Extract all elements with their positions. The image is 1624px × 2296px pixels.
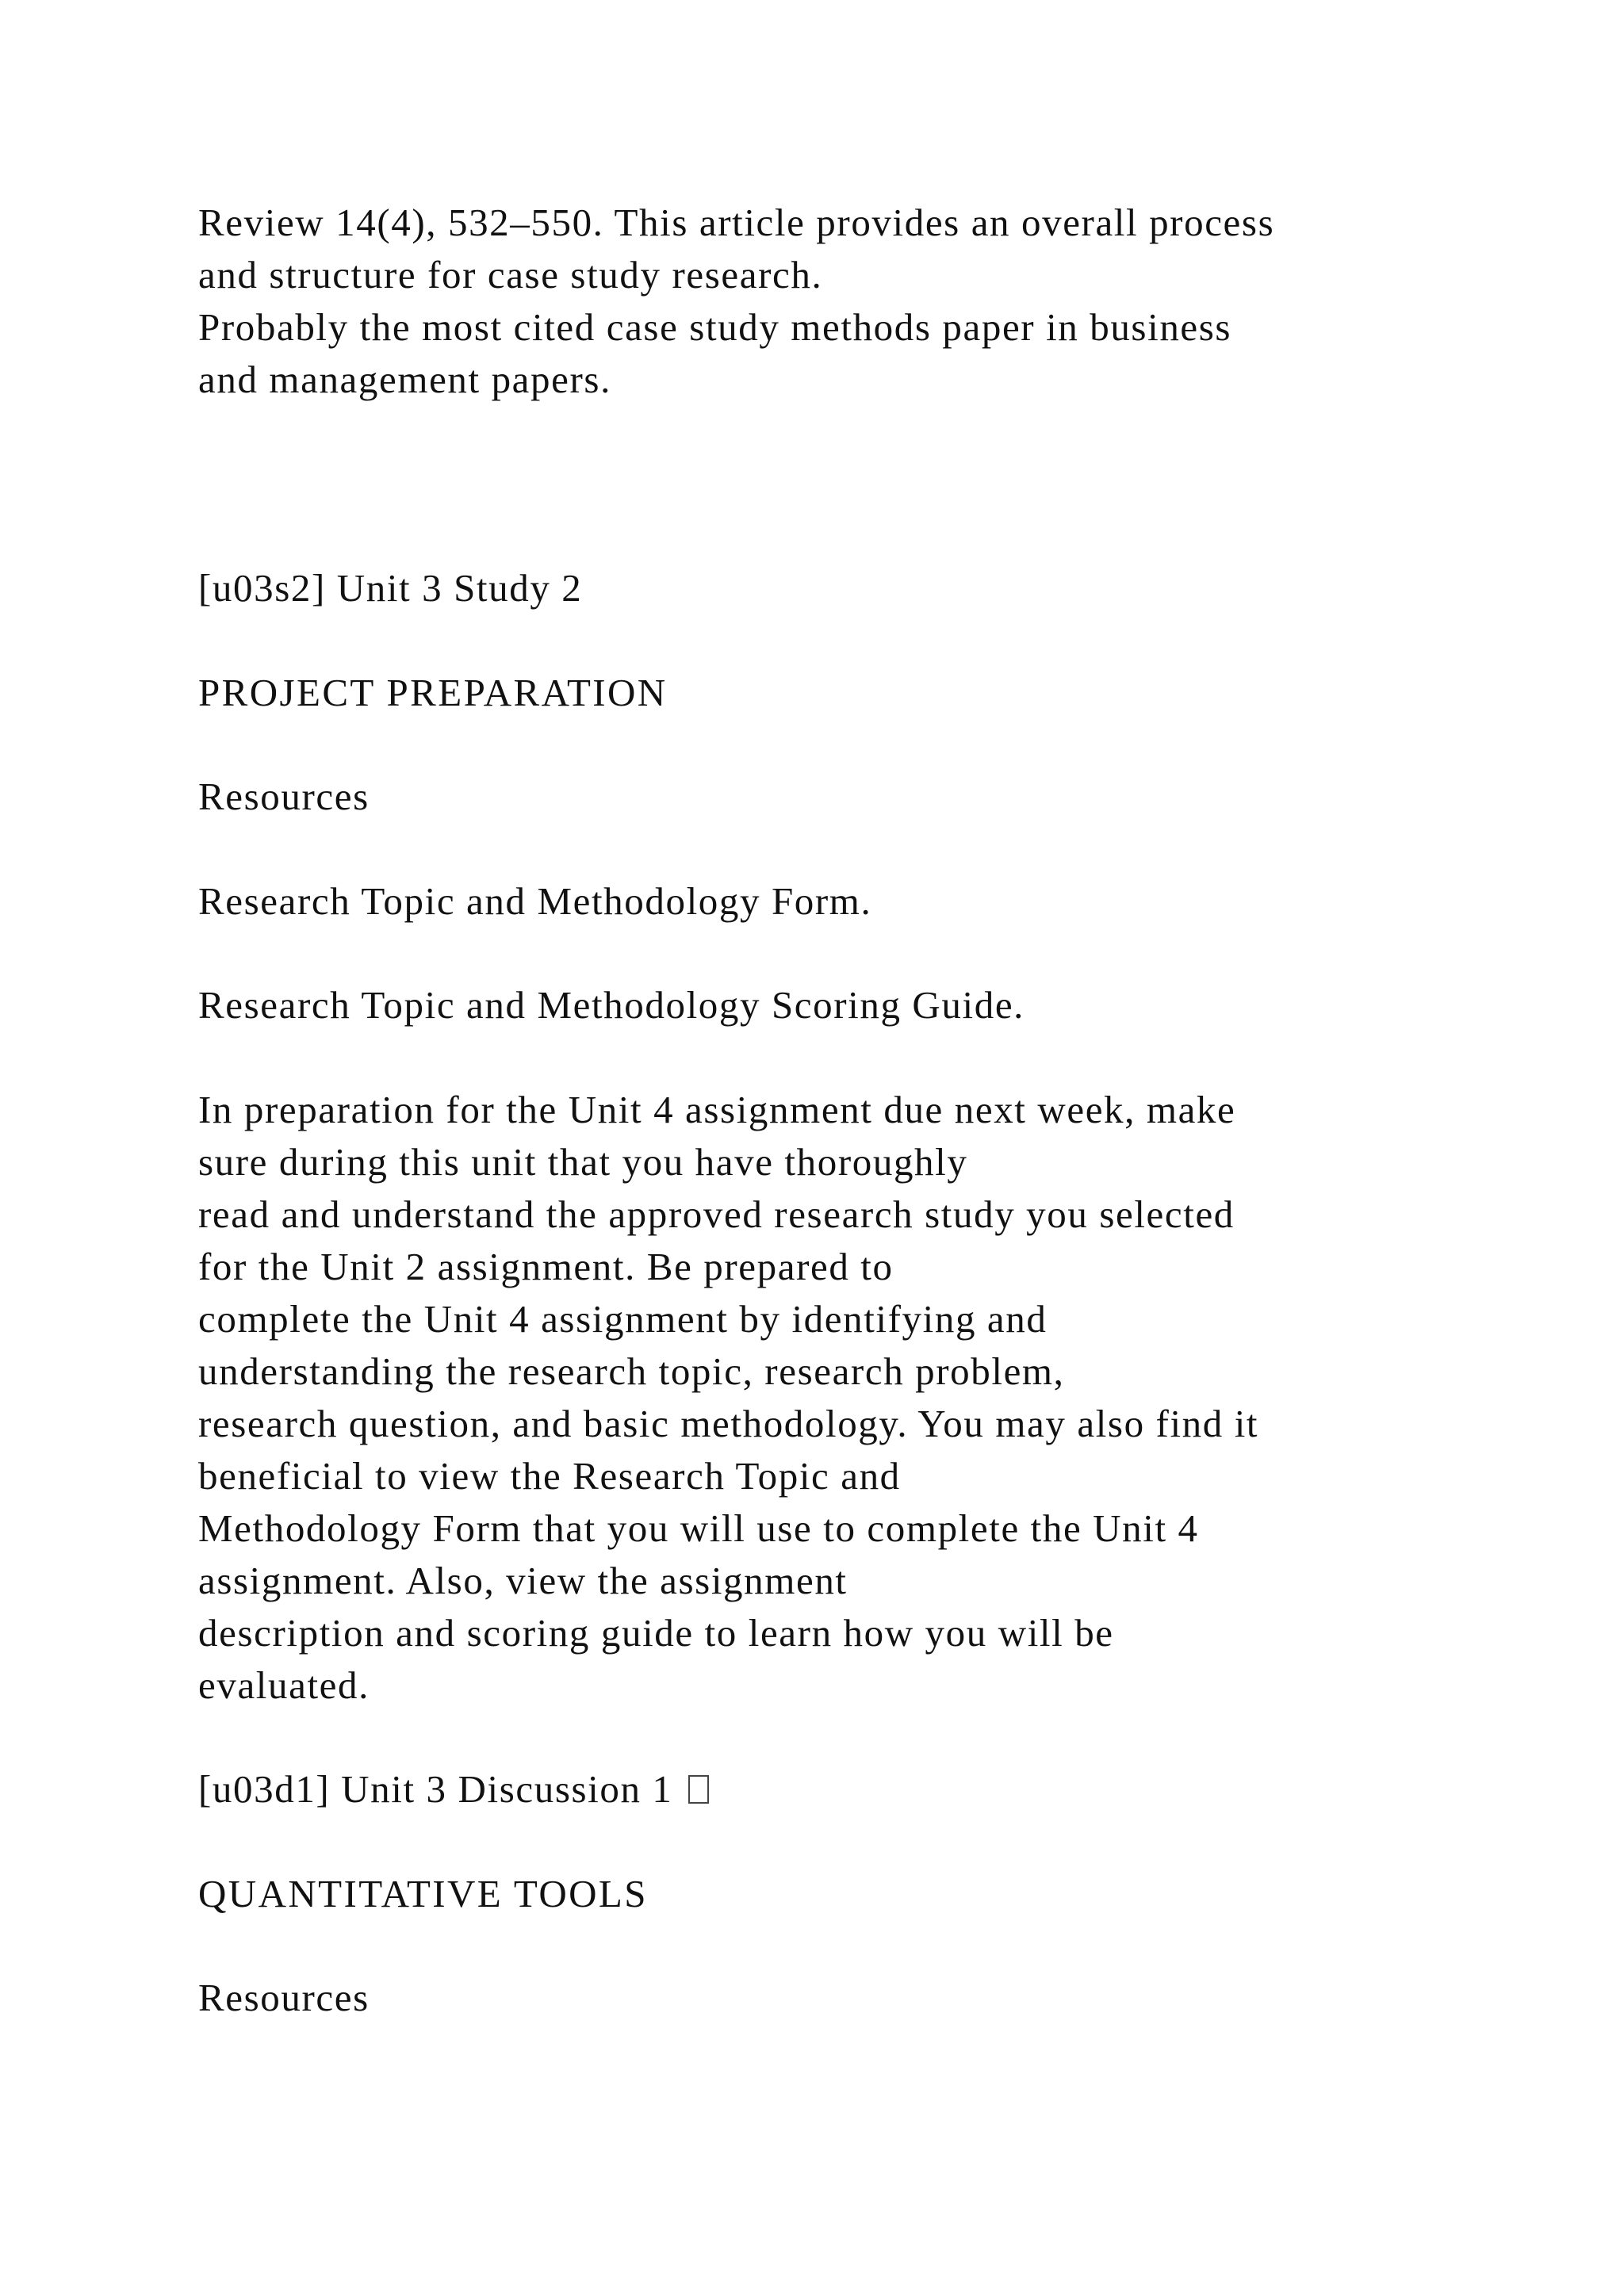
- paragraph-line: understanding the research topic, research problem,: [198, 1349, 1065, 1393]
- study-resources-label: Resources: [198, 775, 370, 818]
- paragraph-line: read and understand the approved research study you selected: [198, 1192, 1235, 1236]
- study-heading: PROJECT PREPARATION: [198, 671, 668, 714]
- missing-glyph-box-icon: [688, 1775, 709, 1804]
- discussion-title-line: [198, 1763, 709, 1816]
- paragraph-line: sure during this unit that you have thoroughly: [198, 1140, 968, 1184]
- intro-line-1: Review 14(4), 532–550. This article provides an overall process: [198, 201, 1275, 244]
- paragraph-line: description and scoring guide to learn how you will be: [198, 1611, 1114, 1655]
- paragraph-line: evaluated.: [198, 1663, 370, 1707]
- paragraph-line: assignment. Also, view the assignment: [198, 1559, 848, 1602]
- resource-item: Research Topic and Methodology Form.: [198, 879, 872, 923]
- paragraph-line: In preparation for the Unit 4 assignment due next week, make: [198, 1088, 1236, 1131]
- discussion-heading: QUANTITATIVE TOOLS: [198, 1872, 648, 1915]
- paragraph-line: complete the Unit 4 assignment by identifying and: [198, 1297, 1048, 1341]
- paragraph-line: Methodology Form that you will use to complete the Unit 4: [198, 1506, 1199, 1550]
- intro-line-3: Probably the most cited case study methods paper in business: [198, 305, 1232, 349]
- paragraph-line: for the Unit 2 assignment. Be prepared to: [198, 1245, 894, 1288]
- paragraph-line: beneficial to view the Research Topic and: [198, 1454, 901, 1498]
- discussion-title: [u03d1] Unit 3 Discussion 1: [198, 1767, 673, 1811]
- study-title: [u03s2] Unit 3 Study 2: [198, 566, 583, 610]
- intro-line-4: and management papers.: [198, 358, 611, 401]
- resource-item: Research Topic and Methodology Scoring Guide.: [198, 983, 1025, 1027]
- paragraph-line: research question, and basic methodology. You may also find it: [198, 1402, 1259, 1445]
- discussion-resources-label: Resources: [198, 1976, 370, 2019]
- intro-line-2: and structure for case study research.: [198, 253, 823, 297]
